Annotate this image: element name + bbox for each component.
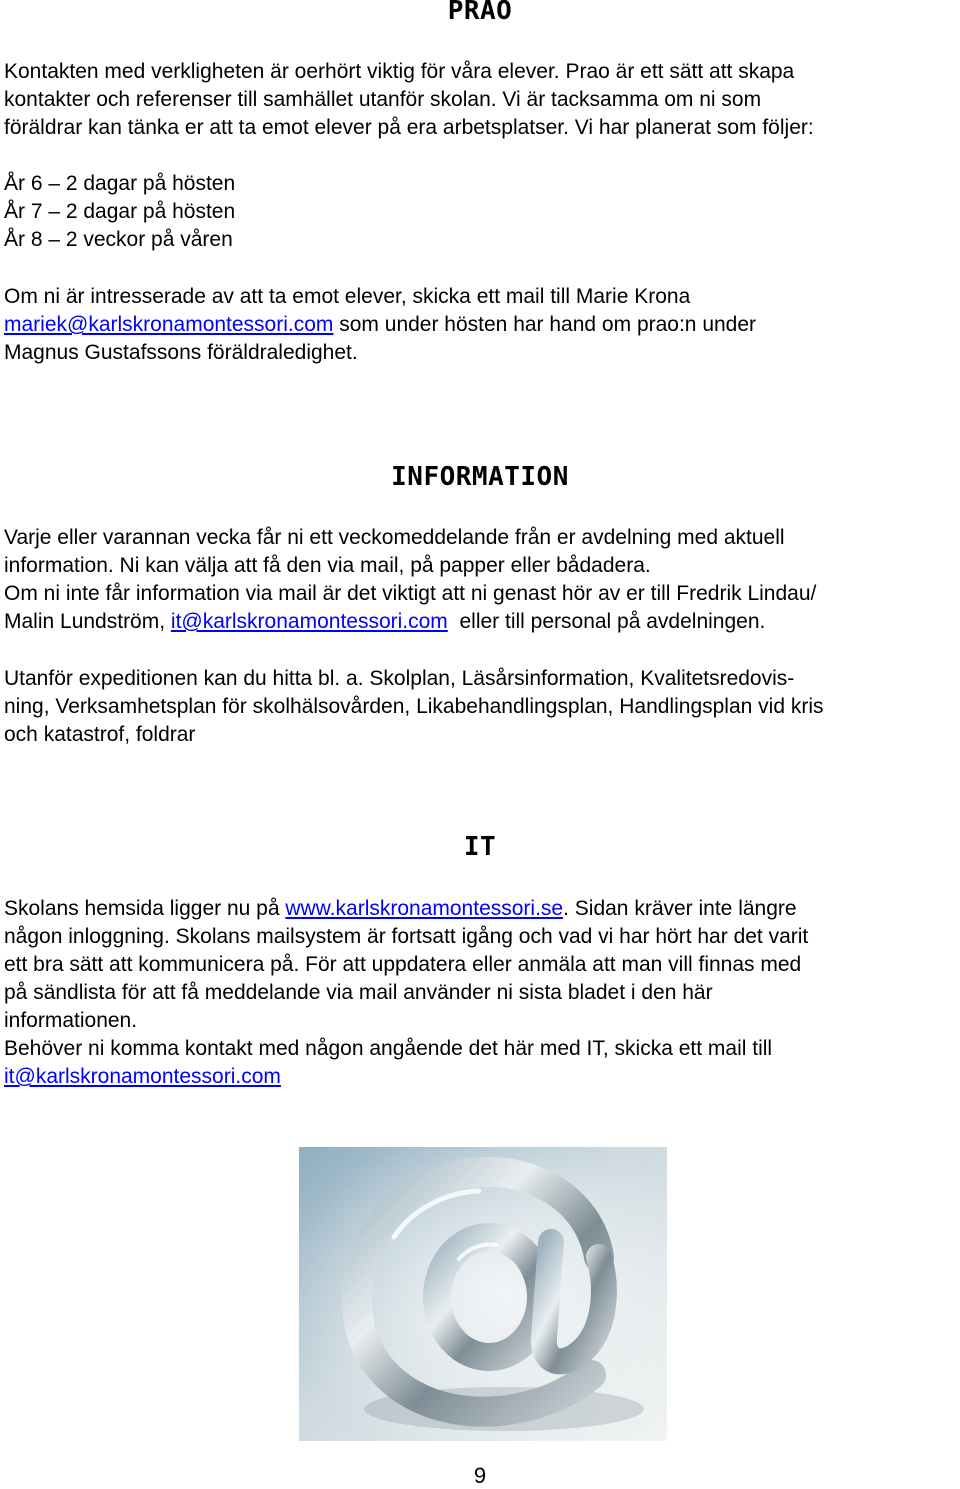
text-line: Utanför expeditionen kan du hitta bl. a. Skolplan, Läsårsinformation, Kvalitetsredovis- [4, 667, 795, 690]
text-line: Om ni inte får information via mail är det viktigt att ni genast hör av er till Fredrik Lindau/ [4, 582, 817, 605]
text-line [4, 311, 960, 339]
text-line: Varje eller varannan vecka får ni ett veckomeddelande från er avdelning med aktuell [4, 526, 785, 549]
at-sign-image [299, 1147, 667, 1441]
text-line: ning, Verksamhetsplan för skolhälsovården, Likabehandlingsplan, Handlingsplan vid kris [4, 695, 824, 718]
text-line [4, 895, 960, 923]
text-line: Kontakten med verkligheten är oerhört viktig för våra elever. Prao är ett sätt att skapa [4, 60, 795, 83]
prao-intro [4, 58, 960, 142]
text-line [4, 608, 960, 636]
information-heading: INFORMATION [391, 462, 569, 492]
text-fragment: Malin Lundström, [4, 610, 171, 633]
schedule-item: År 8 – 2 veckor på våren [4, 228, 233, 251]
prao-heading: PRAO [447, 0, 513, 26]
page-number: 9 [473, 1463, 487, 1488]
text-line: någon inloggning. Skolans mailsystem är fortsatt igång och vad vi har hört har det varit [4, 925, 809, 948]
website-link[interactable]: www.karlskronamontessori.se [285, 897, 564, 920]
text-line: kontakter och referenser till samhället utanför skolan. Vi är tacksamma om ni som [4, 88, 762, 111]
schedule-item: År 6 – 2 dagar på hösten [4, 172, 236, 195]
text-line: ett bra sätt att kommunicera på. För att uppdatera eller anmäla att man vill finnas med [4, 953, 802, 976]
text-fragment: . Sidan kräver inte längre [563, 897, 797, 920]
prao-contact [4, 283, 960, 367]
it-heading: IT [463, 832, 497, 862]
it-body [4, 895, 960, 1091]
information-body [4, 524, 960, 636]
text-line: på sändlista för att få meddelande via mail använder ni sista bladet i den här [4, 981, 713, 1004]
text-line: information. Ni kan välja att få den via mail, på papper eller bådadera. [4, 554, 651, 577]
text-line: Om ni är intresserade av att ta emot elever, skicka ett mail till Marie Krona [4, 285, 691, 308]
prao-schedule [4, 170, 960, 254]
email-link[interactable]: it@karlskronamontessori.com [170, 610, 448, 633]
text-fragment: eller till personal på avdelningen. [447, 610, 766, 633]
email-link[interactable]: mariek@karlskronamontessori.com [4, 313, 334, 336]
text-line [4, 1063, 960, 1091]
text-line: informationen. [4, 1009, 138, 1032]
text-line: Behöver ni komma kontakt med någon angående det här med IT, skicka ett mail till [4, 1037, 773, 1060]
at-sign-icon [299, 1147, 667, 1441]
text-line: föräldrar kan tänka er att ta emot elever på era arbetsplatser. Vi har planerat som följer: [4, 116, 814, 139]
text-fragment: som under hösten har hand om prao:n under [333, 313, 757, 336]
information-outside [4, 665, 960, 749]
email-link[interactable]: it@karlskronamontessori.com [4, 1065, 281, 1088]
schedule-item: År 7 – 2 dagar på hösten [4, 200, 236, 223]
text-line: Magnus Gustafssons föräldraledighet. [4, 341, 358, 364]
text-fragment: Skolans hemsida ligger nu på [4, 897, 286, 920]
text-line: och katastrof, foldrar [4, 723, 196, 746]
